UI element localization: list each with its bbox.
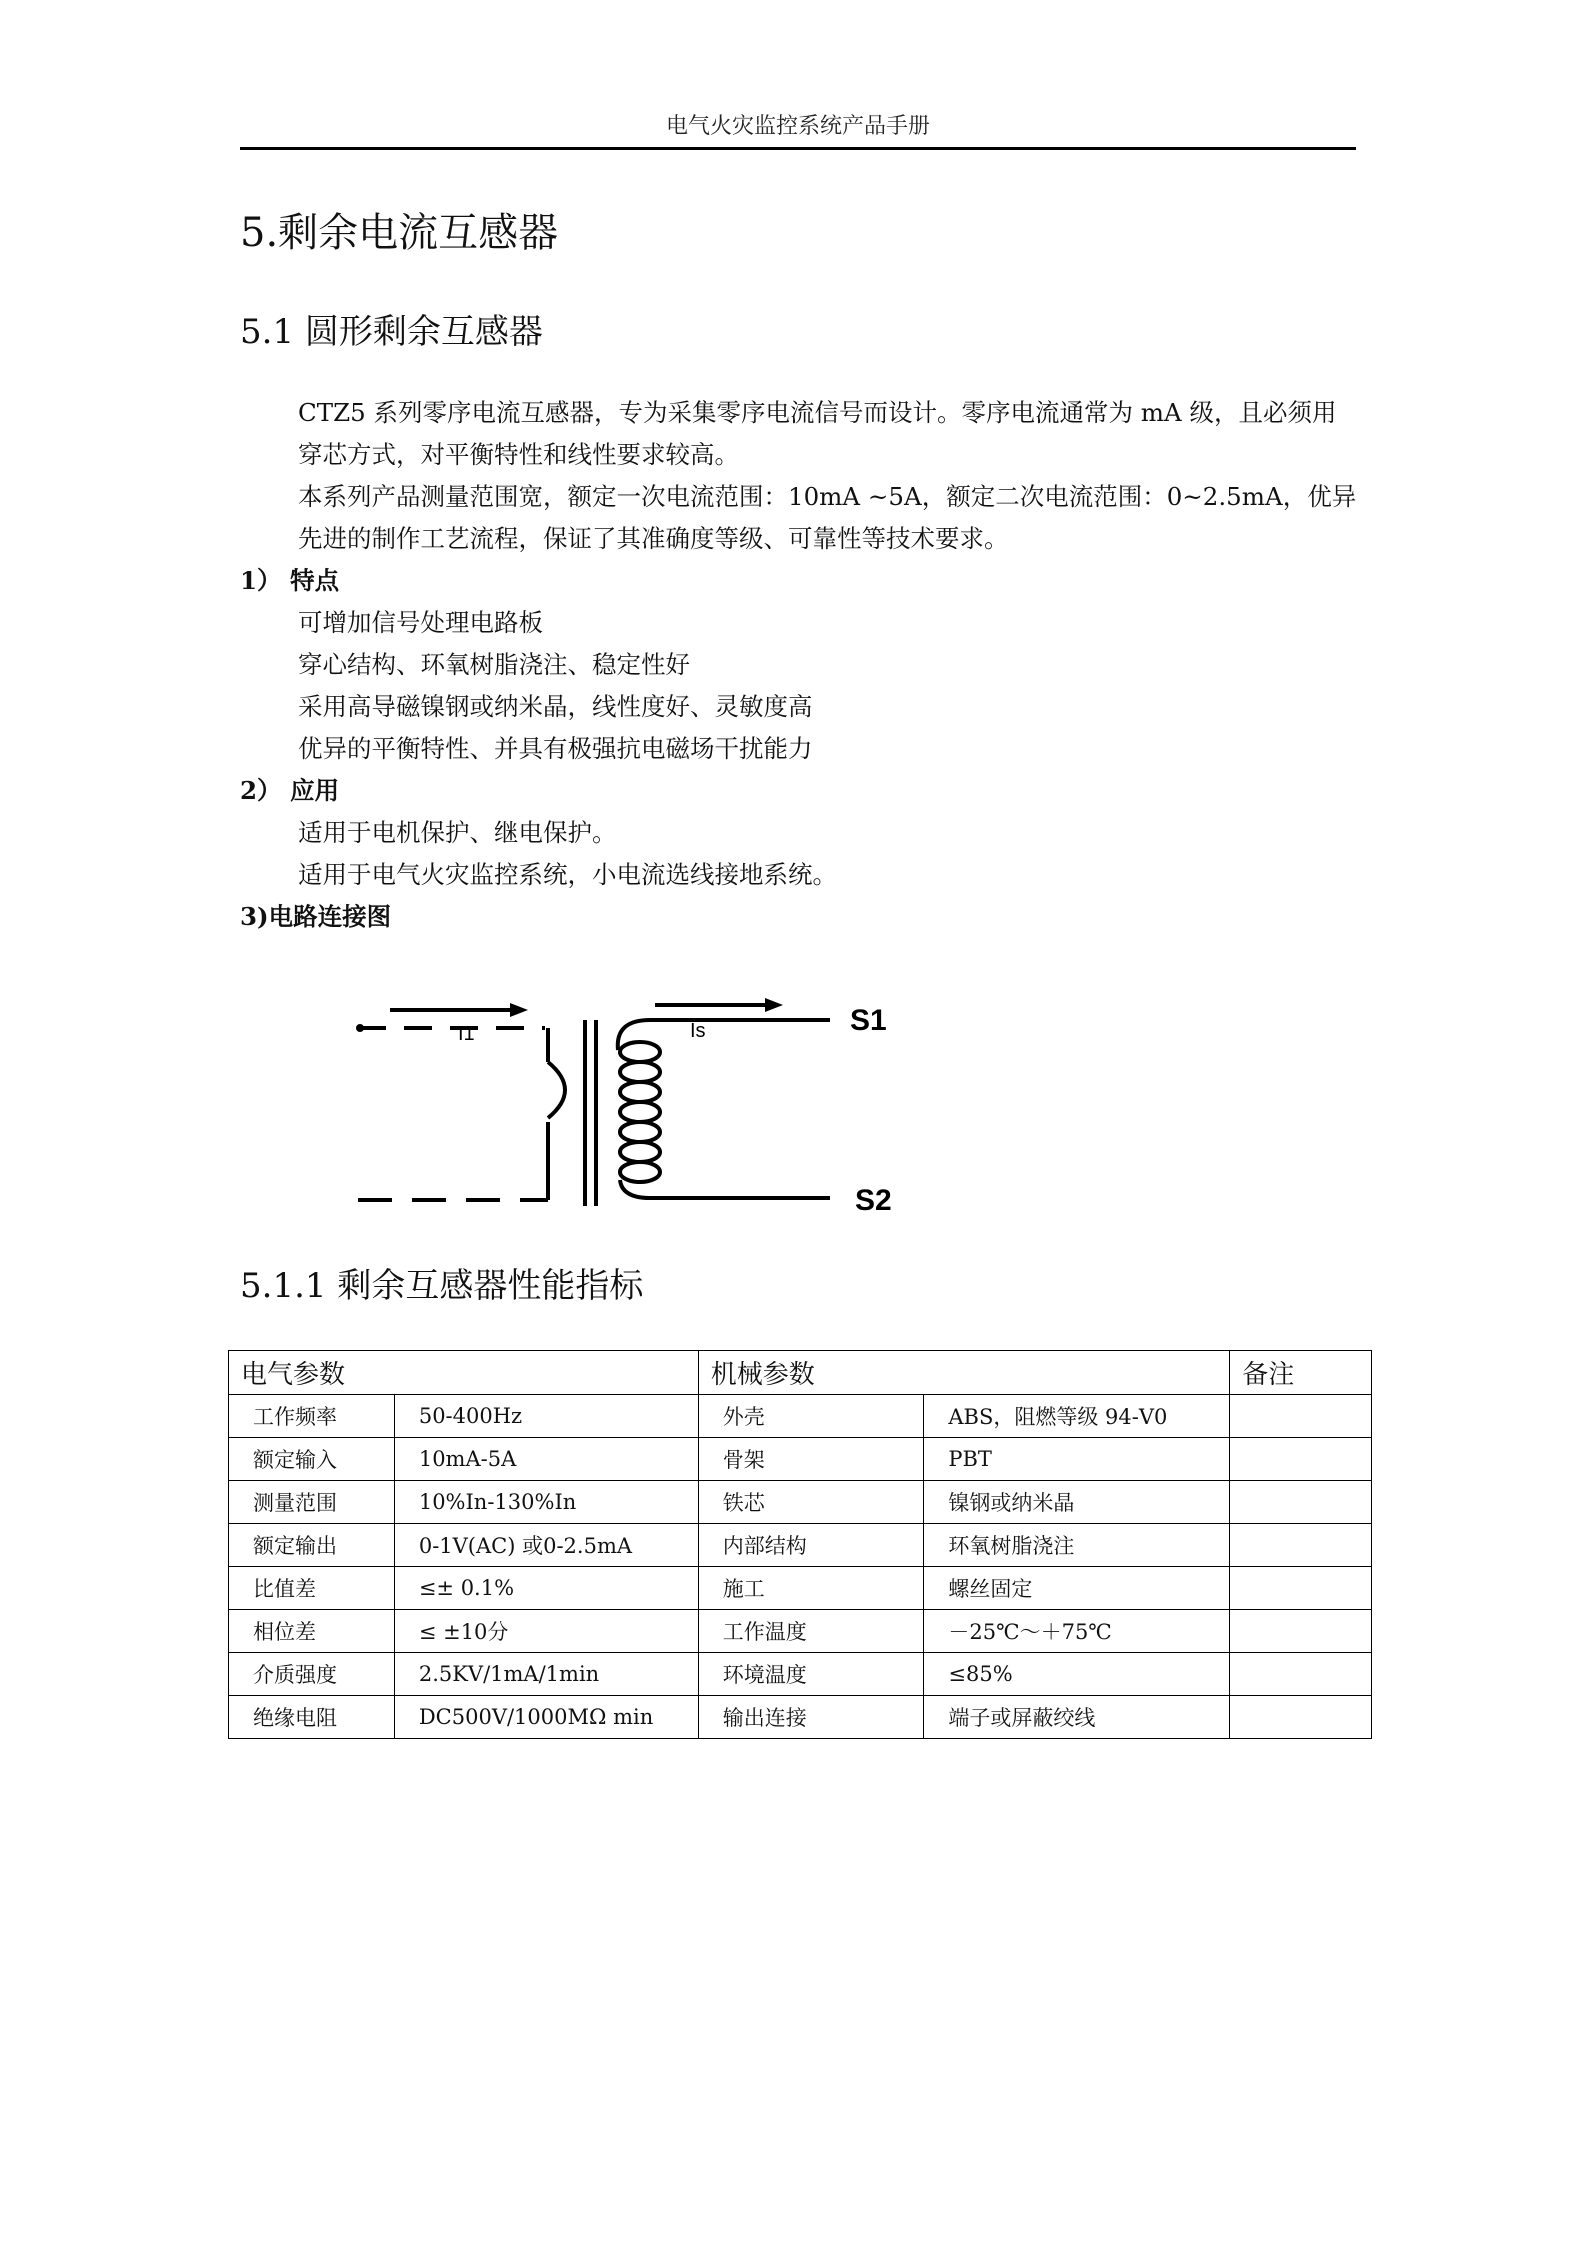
table-cell: 介质强度 xyxy=(229,1653,395,1696)
subsection-title: 5.1 圆形剩余互感器 xyxy=(240,312,543,352)
table-cell: 铁芯 xyxy=(698,1481,924,1524)
table-cell: 镍钢或纳米晶 xyxy=(924,1481,1230,1524)
application-item: 适用于电机保护、继电保护。 xyxy=(298,818,617,847)
table-cell xyxy=(1230,1524,1372,1567)
applications-title: 2） 应用 xyxy=(240,776,340,805)
table-cell: 螺丝固定 xyxy=(924,1567,1230,1610)
terminal-s2: S2 xyxy=(855,1184,892,1217)
table-cell xyxy=(1230,1438,1372,1481)
table-cell: 输出连接 xyxy=(698,1696,924,1739)
column-header: 电气参数 xyxy=(229,1351,699,1395)
table-cell: 骨架 xyxy=(698,1438,924,1481)
secondary-winding xyxy=(618,1020,830,1198)
header-divider xyxy=(240,147,1356,150)
table-row xyxy=(229,1395,1372,1438)
table-cell xyxy=(1230,1653,1372,1696)
table-cell xyxy=(1230,1567,1372,1610)
table-row xyxy=(229,1567,1372,1610)
transformer-core xyxy=(585,1020,596,1206)
table-cell: 10mA-5A xyxy=(394,1438,698,1481)
column-header: 备注 xyxy=(1230,1351,1372,1395)
table-cell: 2.5KV/1mA/1min xyxy=(394,1653,698,1696)
table-cell: 工作频率 xyxy=(229,1395,395,1438)
paragraph-intro: CTZ5 系列零序电流互感器，专为采集零序电流信号而设计。零序电流通常为 mA 级，且必须用穿芯方式，对平衡特性和线性要求较高。 xyxy=(298,398,1337,469)
section-title: 5.剩余电流互感器 xyxy=(240,210,559,256)
column-header: 机械参数 xyxy=(698,1351,1229,1395)
feature-item: 穿心结构、环氧树脂浇注、稳定性好 xyxy=(298,650,690,679)
table-header-row xyxy=(229,1351,1372,1395)
primary-winding xyxy=(358,1026,565,1200)
table-cell xyxy=(1230,1610,1372,1653)
paragraph-range: 本系列产品测量范围宽，额定一次电流范围：10mA ~5A，额定二次电流范围：0~2.5mA，优异先进的制作工艺流程，保证了其准确度等级、可靠性等技术要求。 xyxy=(298,482,1357,553)
table-cell: 端子或屏蔽绞线 xyxy=(924,1696,1230,1739)
table-row xyxy=(229,1481,1372,1524)
table-row xyxy=(229,1524,1372,1567)
secondary-current-arrow xyxy=(655,998,783,1012)
table-cell: 测量范围 xyxy=(229,1481,395,1524)
table-row xyxy=(229,1653,1372,1696)
table-cell: 额定输出 xyxy=(229,1524,395,1567)
primary-current-arrow xyxy=(390,1003,528,1017)
table-cell: 0-1V(AC) 或0-2.5mA xyxy=(394,1524,698,1567)
page-header: 电气火灾监控系统产品手册 xyxy=(665,114,930,139)
table-cell: －25℃～＋75℃ xyxy=(924,1610,1230,1653)
application-item: 适用于电气火灾监控系统，小电流选线接地系统。 xyxy=(298,860,837,889)
table-cell xyxy=(1230,1395,1372,1438)
table-cell: 50-400Hz xyxy=(394,1395,698,1438)
table-cell: 额定输入 xyxy=(229,1438,395,1481)
table-cell: ≤ ±10分 xyxy=(394,1610,698,1653)
body-text xyxy=(240,392,1360,938)
feature-item: 可增加信号处理电路板 xyxy=(298,608,543,637)
table-cell: 10%In-130%In xyxy=(394,1481,698,1524)
table-cell: PBT xyxy=(924,1438,1230,1481)
table-row xyxy=(229,1438,1372,1481)
terminal-s1: S1 xyxy=(850,1004,887,1037)
table-cell: 相位差 xyxy=(229,1610,395,1653)
circuit-diagram xyxy=(350,990,930,1220)
feature-item: 采用高导磁镍钢或纳米晶，线性度好、灵敏度高 xyxy=(298,692,813,721)
table-cell: 比值差 xyxy=(229,1567,395,1610)
primary-current-label: I1 xyxy=(458,1023,475,1045)
circuit-title: 3)电路连接图 xyxy=(240,902,392,931)
table-cell: 内部结构 xyxy=(698,1524,924,1567)
table-cell: DC500V/1000MΩ min xyxy=(394,1696,698,1739)
spec-table xyxy=(228,1350,1372,1739)
table-cell: ≤85% xyxy=(924,1653,1230,1696)
table-cell: 环境温度 xyxy=(698,1653,924,1696)
table-cell xyxy=(1230,1481,1372,1524)
table-cell: 施工 xyxy=(698,1567,924,1610)
table-row xyxy=(229,1696,1372,1739)
table-cell: 环氧树脂浇注 xyxy=(924,1524,1230,1567)
table-cell: ≤± 0.1% xyxy=(394,1567,698,1610)
table-cell xyxy=(1230,1696,1372,1739)
table-cell: 工作温度 xyxy=(698,1610,924,1653)
feature-item: 优异的平衡特性、并具有极强抗电磁场干扰能力 xyxy=(298,734,813,763)
secondary-current-label: Is xyxy=(690,1020,706,1042)
table-cell: 外壳 xyxy=(698,1395,924,1438)
table-row xyxy=(229,1610,1372,1653)
table-cell: ABS，阻燃等级 94-V0 xyxy=(924,1395,1230,1438)
features-title: 1） 特点 xyxy=(240,566,340,595)
specs-title: 5.1.1 剩余互感器性能指标 xyxy=(240,1266,644,1306)
table-cell: 绝缘电阻 xyxy=(229,1696,395,1739)
